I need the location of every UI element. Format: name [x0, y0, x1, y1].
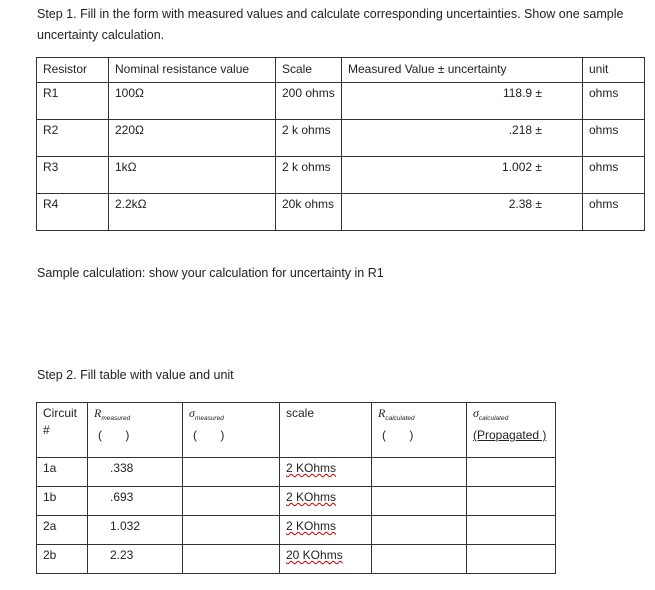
resistor-cell: R1	[37, 83, 109, 120]
unit-cell: ohms	[583, 120, 645, 157]
circuit-table	[36, 402, 556, 574]
r-measured-cell[interactable]: 1.032	[88, 516, 183, 545]
sample-calculation-prompt: Sample calculation: show your calculation for uncertainty in R1	[37, 266, 384, 280]
header-r-measured	[88, 403, 183, 458]
unit-parentheses: ( )	[382, 428, 414, 442]
step2-instruction: Step 2. Fill table with value and unit	[37, 368, 234, 382]
resistor-table	[36, 57, 645, 231]
r-measured-cell[interactable]: .693	[88, 487, 183, 516]
nominal-cell: 220Ω	[109, 120, 276, 157]
sigma-measured-cell[interactable]	[183, 545, 280, 574]
measured-cell[interactable]: .218 ±	[342, 120, 583, 157]
scale-cell: 200 ohms	[276, 83, 342, 120]
subscript: calculated	[478, 415, 509, 422]
sigma-measured-cell[interactable]	[183, 516, 280, 545]
sigma-measured-cell[interactable]	[183, 458, 280, 487]
resistor-cell: R2	[37, 120, 109, 157]
r-calculated-cell[interactable]	[372, 458, 467, 487]
table-row	[37, 157, 645, 194]
circuit-cell: 2b	[37, 545, 88, 574]
header-sigma-calculated	[467, 403, 556, 458]
r-calculated-cell[interactable]	[372, 487, 467, 516]
r-measured-cell[interactable]: .338	[88, 458, 183, 487]
header-resistor: Resistor	[37, 58, 109, 83]
sigma-calculated-cell[interactable]	[467, 545, 556, 574]
sigma-symbol: σ	[189, 406, 195, 420]
r-calculated-cell[interactable]	[372, 545, 467, 574]
measured-cell[interactable]: 118.9 ±	[342, 83, 583, 120]
measured-cell[interactable]: 1.002 ±	[342, 157, 583, 194]
scale-cell: 20k ohms	[276, 194, 342, 231]
scale-cell: 2 k ohms	[276, 120, 342, 157]
header-scale: scale	[280, 403, 372, 458]
resistor-cell: R3	[37, 157, 109, 194]
table-row	[37, 194, 645, 231]
scale-cell: 2 KOhms	[280, 516, 372, 545]
table-row	[37, 545, 556, 574]
scale-cell: 20 KOhms	[280, 545, 372, 574]
unit-cell: ohms	[583, 157, 645, 194]
table-header-row	[37, 403, 556, 458]
sigma-symbol: σ	[473, 406, 479, 420]
header-measured: Measured Value ± uncertainty	[342, 58, 583, 83]
unit-cell: ohms	[583, 83, 645, 120]
propagated-label: (Propagated )	[473, 428, 547, 442]
nominal-cell: 2.2kΩ	[109, 194, 276, 231]
r-calculated-cell[interactable]	[372, 516, 467, 545]
header-scale: Scale	[276, 58, 342, 83]
r-symbol: R	[378, 406, 386, 420]
circuit-cell: 1a	[37, 458, 88, 487]
nominal-cell: 100Ω	[109, 83, 276, 120]
unit-parentheses: ( )	[193, 428, 225, 442]
r-symbol: R	[94, 406, 102, 420]
header-unit: unit	[583, 58, 645, 83]
table-row	[37, 487, 556, 516]
scale-cell: 2 KOhms	[280, 458, 372, 487]
resistor-cell: R4	[37, 194, 109, 231]
circuit-cell: 2a	[37, 516, 88, 545]
subscript: measured	[101, 415, 131, 422]
r-measured-cell[interactable]: 2.23	[88, 545, 183, 574]
subscript: measured	[194, 415, 224, 422]
measured-cell[interactable]: 2.38 ±	[342, 194, 583, 231]
header-nominal: Nominal resistance value	[109, 58, 276, 83]
scale-cell: 2 KOhms	[280, 487, 372, 516]
step1-instruction: Step 1. Fill in the form with measured values and calculate corresponding uncertainties. Show one sample uncertainty calculation.	[37, 7, 624, 42]
sigma-calculated-cell[interactable]	[467, 487, 556, 516]
header-sigma-measured	[183, 403, 280, 458]
subscript: calculated	[385, 415, 415, 422]
table-row	[37, 83, 645, 120]
sigma-measured-cell[interactable]	[183, 487, 280, 516]
table-row	[37, 120, 645, 157]
table-header-row	[37, 58, 645, 83]
sigma-calculated-cell[interactable]	[467, 516, 556, 545]
scale-cell: 2 k ohms	[276, 157, 342, 194]
unit-parentheses: ( )	[98, 428, 130, 442]
header-circuit: Circuit #	[37, 403, 88, 458]
header-r-calculated	[372, 403, 467, 458]
table-row	[37, 516, 556, 545]
table-row	[37, 458, 556, 487]
nominal-cell: 1kΩ	[109, 157, 276, 194]
unit-cell: ohms	[583, 194, 645, 231]
sigma-calculated-cell[interactable]	[467, 458, 556, 487]
circuit-cell: 1b	[37, 487, 88, 516]
